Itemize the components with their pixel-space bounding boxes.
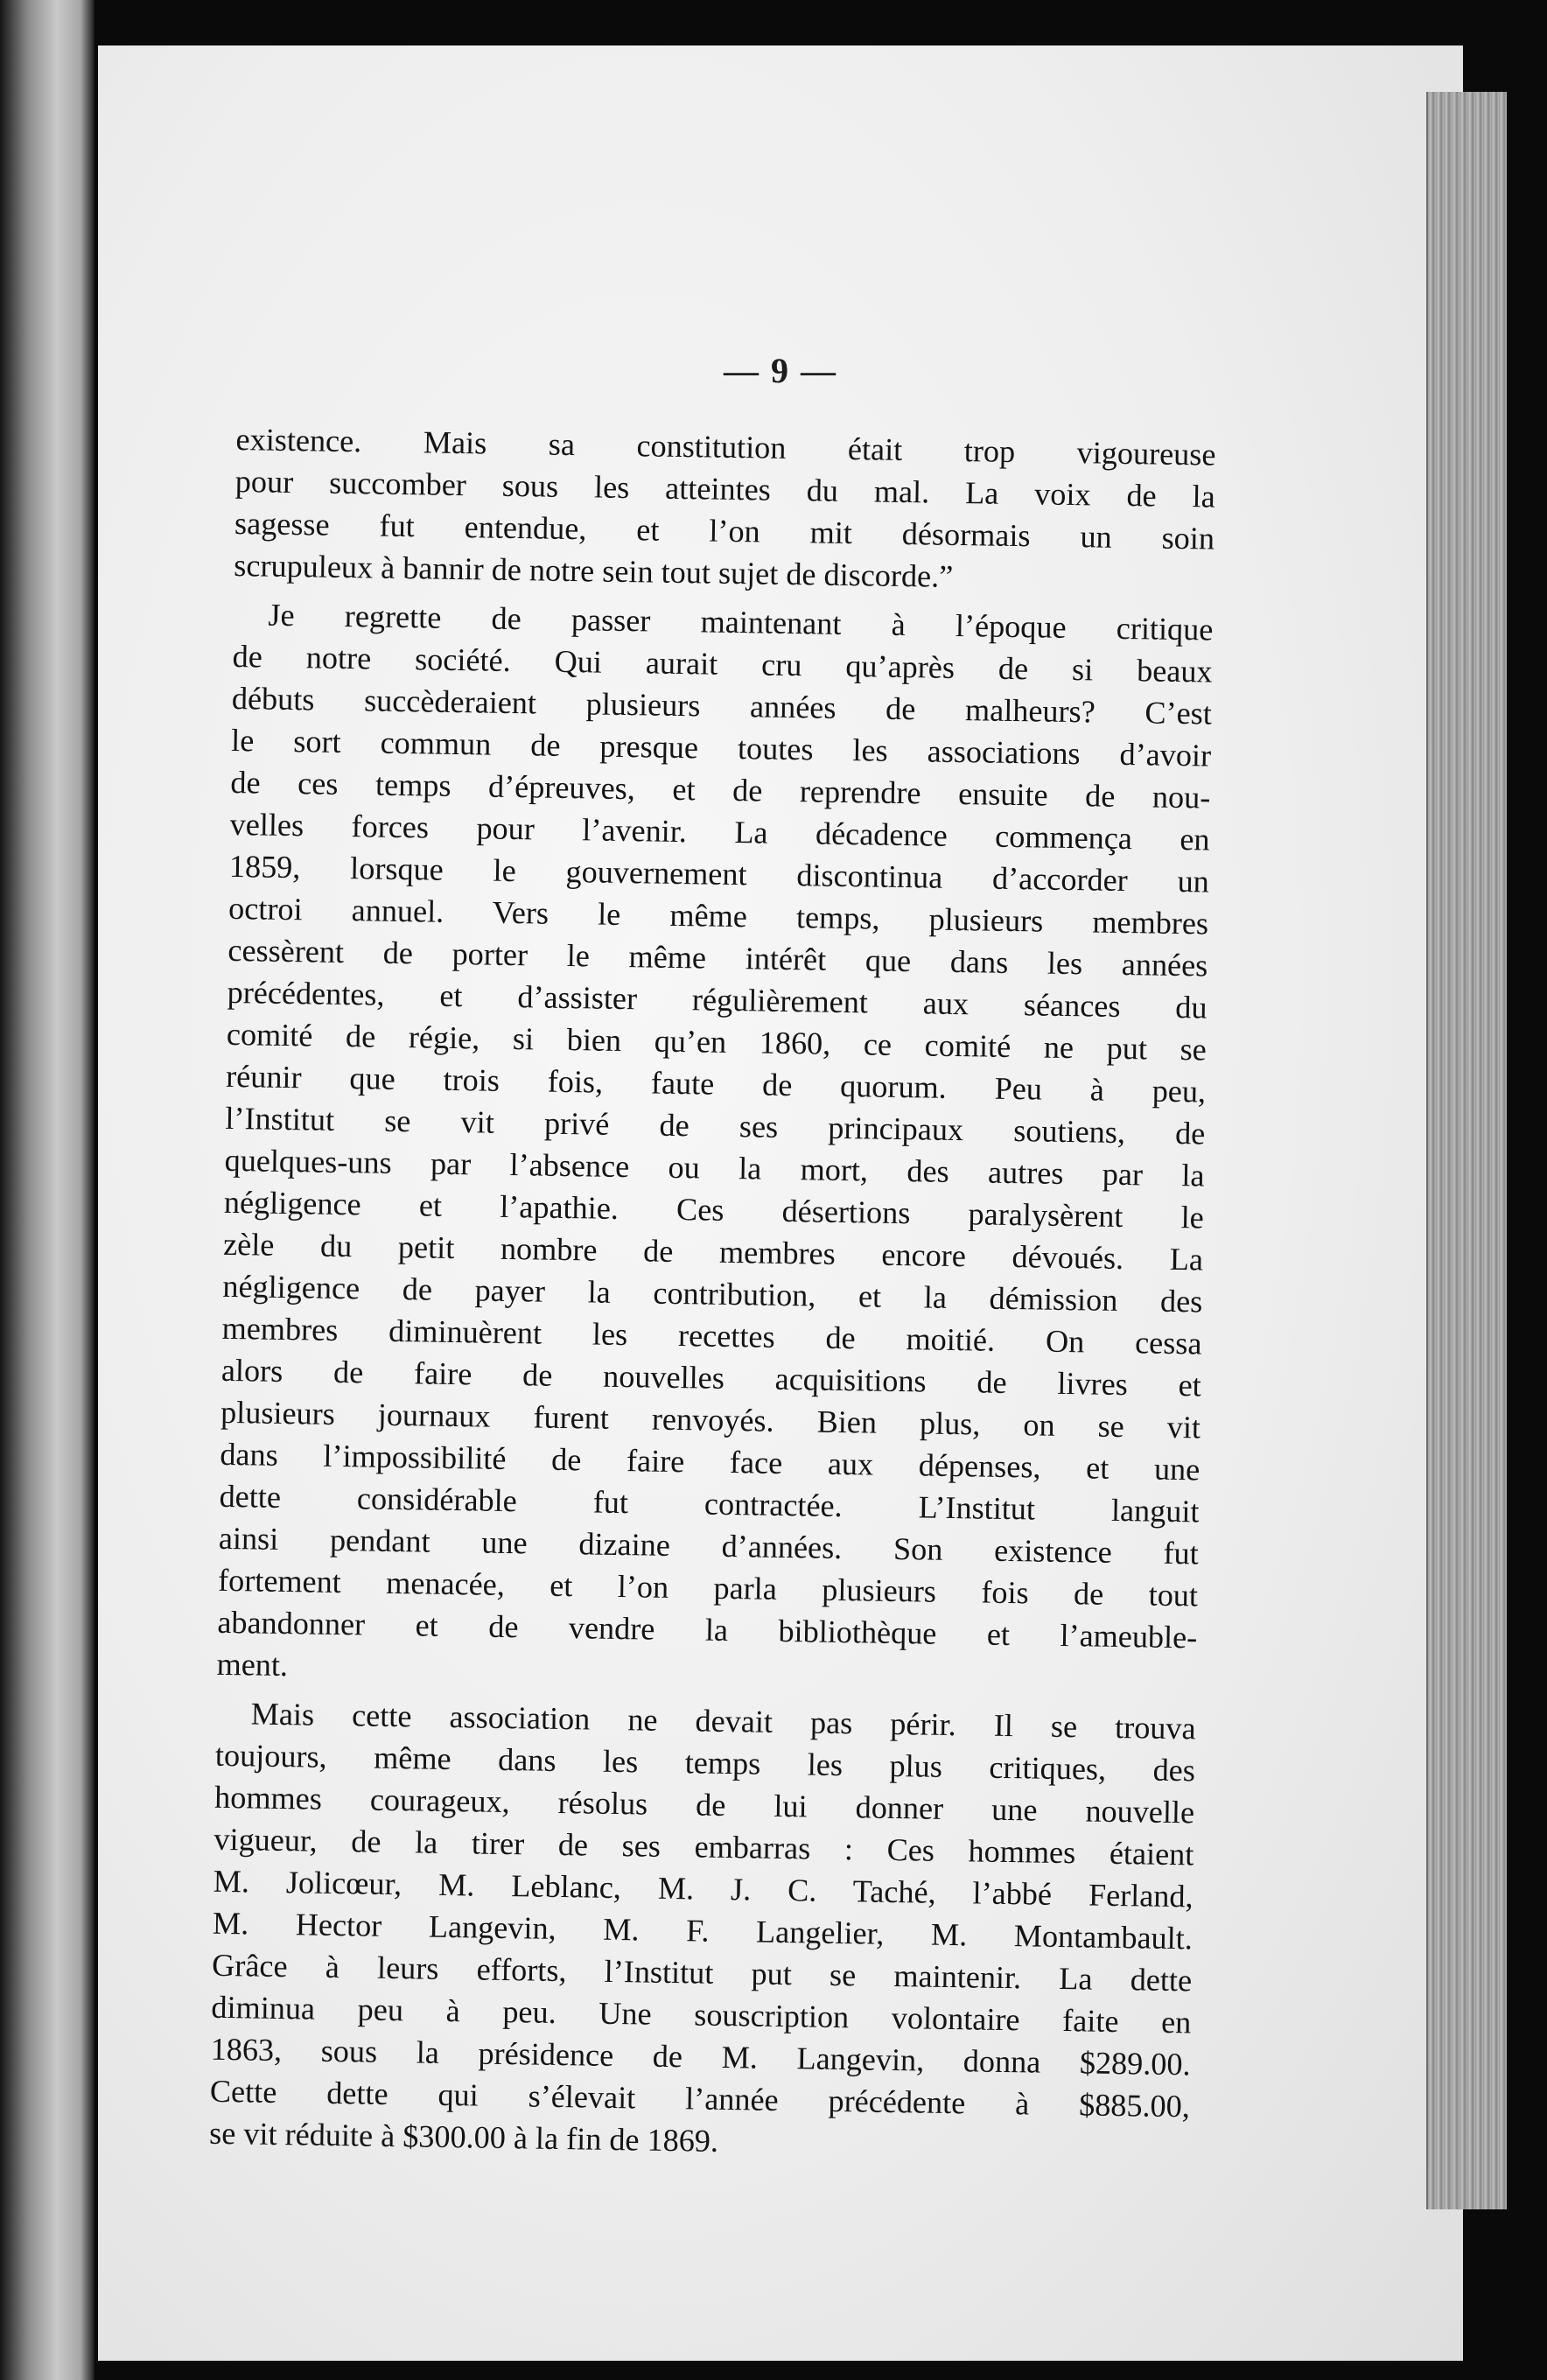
text-line: de notre société. Qui aurait cru qu’après de si beaux xyxy=(232,638,1213,690)
text-line: de ces temps d’épreuves, et de reprendre ensuite de nou- xyxy=(230,764,1211,816)
text-line: membres diminuèrent les recettes de moitié. On cessa xyxy=(221,1310,1202,1362)
text-line: le sort commun de presque toutes les associations d’avoir xyxy=(230,722,1212,774)
text-line: négligence et l’apathie. Ces désertions paralysèrent le xyxy=(223,1184,1205,1236)
text-line: M. Hector Langevin, M. F. Langelier, M. Montambault. xyxy=(212,1905,1194,1956)
text-line: comité de régie, si bien qu’en 1860, ce comité ne put se xyxy=(226,1016,1208,1068)
page-stack-edge xyxy=(1426,92,1507,2209)
text-line: cessèrent de porter le même intérêt que dans les années xyxy=(228,932,1208,984)
text-line: négligence de payer la contribution, et la démission des xyxy=(222,1268,1203,1320)
text-line: Grâce à leurs efforts, l’Institut put se maintenir. La dette xyxy=(211,1947,1193,1998)
paragraph-2 xyxy=(216,593,1213,1700)
text-line: hommes courageux, résolus de lui donner une nouvelle xyxy=(214,1779,1195,1830)
book-page xyxy=(98,46,1463,2361)
text-line: dette considérable fut contractée. L’Institut languit xyxy=(219,1478,1200,1530)
paragraph-1 xyxy=(234,418,1216,602)
text-line: octroi annuel. Vers le même temps, plusieurs membres xyxy=(228,890,1209,942)
text-line: quelques-uns par l’absence ou la mort, des autres par la xyxy=(224,1142,1205,1194)
text-line: vigueur, de la tirer de ses embarras : Ces hommes étaient xyxy=(214,1821,1194,1872)
text-line: ainsi pendant une dizaine d’années. Son existence fut xyxy=(218,1520,1200,1572)
text-line: se vit réduite à $300.00 à la fin de 1869. xyxy=(208,2115,719,2159)
text-line: Mais cette association ne devait pas périr. Il se trouva xyxy=(250,1696,1196,1746)
text-line: plusieurs journaux furent renvoyés. Bien plus, on se vit xyxy=(220,1394,1201,1446)
text-line: velles forces pour l’avenir. La décadence commença en xyxy=(229,806,1210,858)
text-line: existence. Mais sa constitution était trop vigoureuse xyxy=(235,421,1216,472)
text-line: zèle du petit nombre de membres encore dévoués. La xyxy=(222,1226,1204,1278)
text-line: précédentes, et d’assister régulièrement aux séances du xyxy=(227,974,1208,1026)
text-line: alors de faire de nouvelles acquisitions de livres et xyxy=(220,1352,1202,1404)
text-line: 1859, lorsque le gouvernement discontinua d’accorder un xyxy=(228,848,1210,900)
page-number: — 9 — xyxy=(724,351,837,390)
text-line: diminua peu à peu. Une souscription volontaire faite en xyxy=(211,1989,1192,2040)
text-line: dans l’impossibilité de faire face aux dépenses, et une xyxy=(220,1436,1200,1488)
text-line: toujours, même dans les temps les plus critiques, des xyxy=(214,1737,1196,1788)
body-text xyxy=(209,418,1216,2176)
text-line: M. Jolicœur, M. Leblanc, M. J. C. Taché, l’abbé Ferland, xyxy=(213,1863,1194,1914)
text-line: réunir que trois fois, faute de quorum. Peu à peu, xyxy=(225,1058,1207,1110)
text-line: ment. xyxy=(216,1646,289,1684)
text-line: scrupuleux à bannir de notre sein tout sujet de discorde.” xyxy=(234,547,954,594)
text-line: pour succomber sous les atteintes du mal. La voix de la xyxy=(234,463,1216,514)
text-line: l’Institut se vit privé de ses principaux soutiens, de xyxy=(225,1100,1206,1152)
text-line: débuts succèderaient plusieurs années de malheurs? C’est xyxy=(231,680,1213,732)
adjacent-page-edge xyxy=(0,0,94,2380)
text-line: Je regrette de passer maintenant à l’époque critique xyxy=(268,597,1214,648)
text-line: sagesse fut entendue, et l’on mit désormais un soin xyxy=(234,505,1215,556)
text-line: 1863, sous la présidence de M. Langevin, donna $289.00. xyxy=(210,2031,1191,2082)
paragraph-3 xyxy=(209,1692,1196,2170)
text-line: fortement menacée, et l’on parla plusieurs fois de tout xyxy=(217,1562,1199,1614)
text-line: abandonner et de vendre la bibliothèque et l’ameuble- xyxy=(217,1604,1198,1656)
text-line: Cette dette qui s’élevait l’année précédente à $885.00, xyxy=(209,2073,1191,2124)
